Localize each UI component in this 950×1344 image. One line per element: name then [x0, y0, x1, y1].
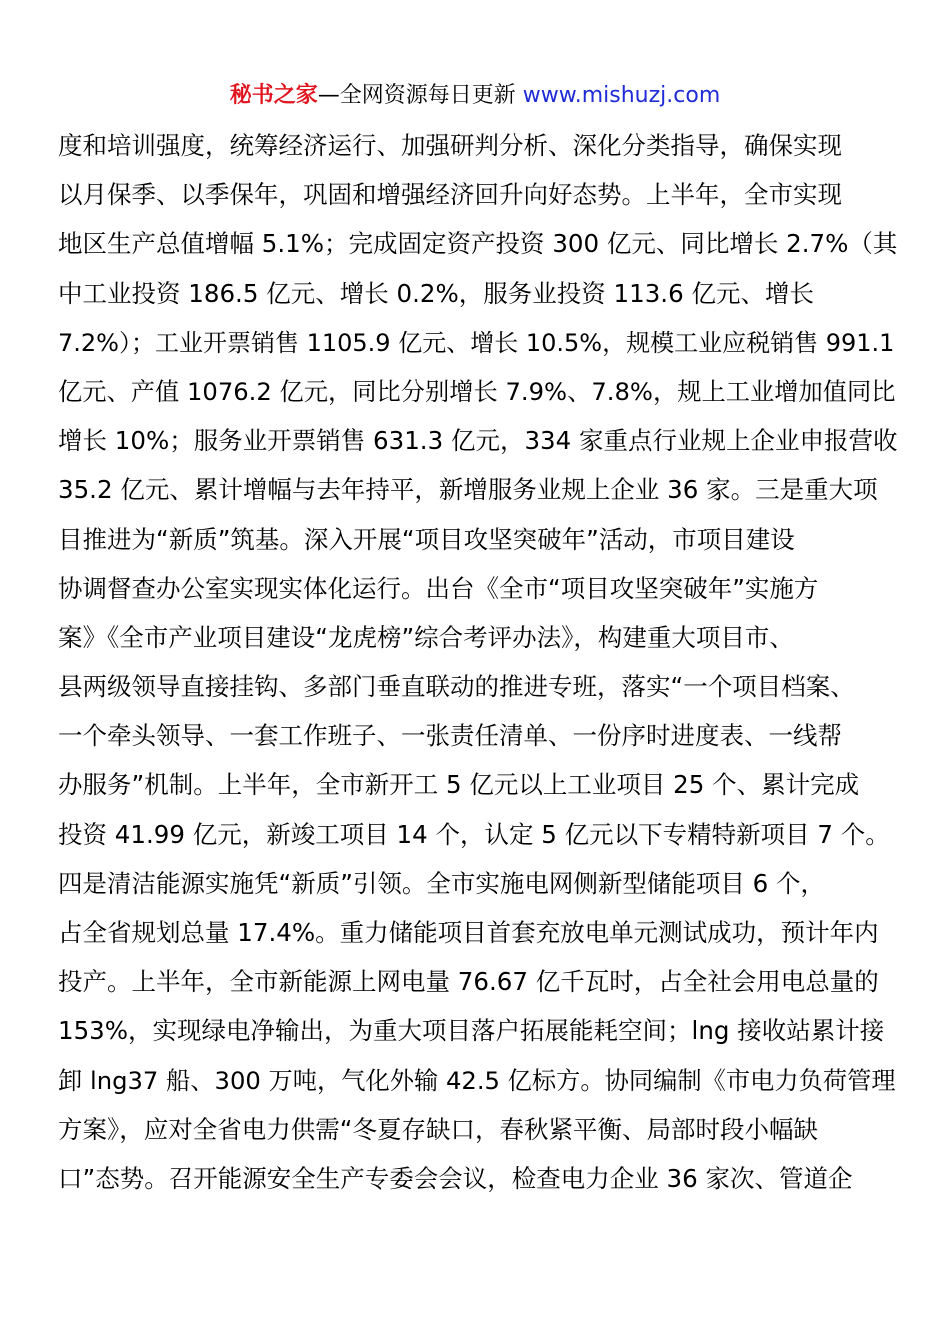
text-line: 增长 10%；服务业开票销售 631.3 亿元，334 家重点行业规上企业申报营收 [58, 426, 898, 456]
text-line: 方案》，应对全省电力供需“冬夏存缺口，春秋紧平衡、局部时段小幅缺 [58, 1114, 818, 1144]
text-line: 协调督查办公室实现实体化运行。出台《全市“项目攻坚突破年”实施方 [58, 573, 819, 603]
text-line: 投资 41.99 亿元，新竣工项目 14 个，认定 5 亿元以下专精特新项目 7 个。 [58, 819, 890, 849]
text-line: 度和培训强度，统筹经济运行、加强研判分析、深化分类指导，确保实现 [58, 131, 842, 160]
text-line: 地区生产总值增幅 5.1%；完成固定资产投资 300 亿元、同比增长 2.7%（其 [58, 229, 898, 259]
brand-name: 秘书之家 [229, 83, 318, 108]
text-line: 卸 lng37 船、300 万吨，气化外输 42.5 亿标方。协同编制《市电力负荷管理 [58, 1065, 896, 1095]
text-line: 案》《全市产业项目建设“龙虎榜”综合考评办法》，构建重大项目市、 [58, 622, 794, 652]
page-header [0, 80, 950, 112]
text-line: 153%，实现绿电净输出，为重大项目落户拓展能耗空间；lng 接收站累计接 [58, 1016, 885, 1046]
text-line: 中工业投资 186.5 亿元、增长 0.2%，服务业投资 113.6 亿元、增长 [58, 278, 814, 308]
text-line: 一个牵头领导、一套工作班子、一张责任清单、一份序时进度表、一线帮 [58, 721, 842, 751]
header-tagline: —全网资源每日更新 [317, 83, 516, 108]
website-url-link[interactable]: www.mishuzj.com [522, 83, 721, 108]
text-line: 占全省规划总量 17.4%。重力储能项目首套充放电单元测试成功，预计年内 [58, 918, 879, 947]
text-line: 亿元、产值 1076.2 亿元，同比分别增长 7.9%、7.8%，规上工业增加值同比 [58, 376, 896, 406]
text-line: 投产。上半年，全市新能源上网电量 76.67 亿千瓦时，占全社会用电总量的 [58, 967, 879, 997]
text-line: 目推进为“新质”筑基。深入开展“项目攻坚突破年”活动，市项目建设 [58, 524, 795, 554]
text-line: 以月保季、以季保年，巩固和增强经济回升向好态势。上半年，全市实现 [58, 180, 842, 210]
text-line: 办服务”机制。上半年，全市新开工 5 亿元以上工业项目 25 个、累计完成 [58, 770, 860, 800]
text-line: 7.2%）；工业开票销售 1105.9 亿元、增长 10.5%，规模工业应税销售 991.1 [58, 328, 895, 357]
document-body [58, 124, 898, 1206]
text-line: 口”态势。召开能源安全生产专委会会议，检查电力企业 36 家次、管道企 [58, 1163, 853, 1193]
text-line: 县两级领导直接挂钩、多部门垂直联动的推进专班，落实“一个项目档案、 [58, 672, 855, 702]
text-line: 35.2 亿元、累计增幅与去年持平，新增服务业规上企业 36 家。三是重大项 [58, 475, 878, 505]
text-line: 四是清洁能源实施凭“新质”引领。全市实施电网侧新型储能项目 6 个， [58, 868, 826, 898]
